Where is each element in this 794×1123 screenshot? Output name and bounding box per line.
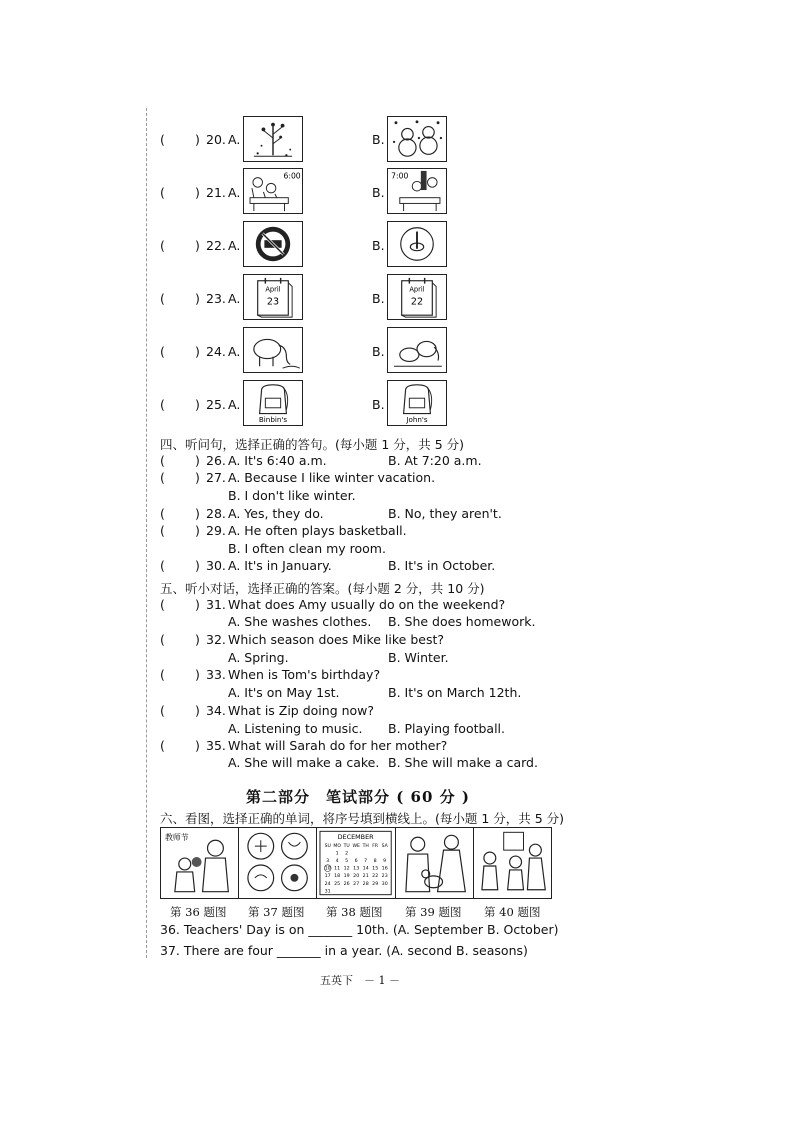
question-number: 32. xyxy=(206,632,226,647)
option-a-picture xyxy=(243,168,303,214)
answer-paren-close: ) xyxy=(195,703,200,718)
question-text: What is Zip doing now? xyxy=(228,703,375,718)
answer-paren-close: ) xyxy=(195,291,200,306)
calendar-day-cell: 25 xyxy=(334,881,341,887)
option-a-letter: A. xyxy=(228,132,241,147)
option-b-picture xyxy=(387,168,447,214)
question-number: 29. xyxy=(206,523,226,538)
answer-paren-close: ) xyxy=(195,397,200,412)
answer-paren-open: ( xyxy=(160,667,165,682)
option-a-letter: A. xyxy=(228,185,241,200)
option-b: B. I don't like winter. xyxy=(228,488,356,503)
option-b-picture xyxy=(387,221,447,267)
option-a: A. Because I like winter vacation. xyxy=(228,470,436,485)
question-37: 37. There are four _______ in a year. (A. second B. seasons) xyxy=(160,943,528,958)
option-a-picture xyxy=(243,274,303,320)
option-b: B. It's on March 12th. xyxy=(388,685,522,700)
calendar-day-cell: 27 xyxy=(353,881,360,887)
option-a: A. It's 6:40 a.m. xyxy=(228,453,327,468)
clock-time: 7:00 xyxy=(391,171,409,181)
answer-paren-close: ) xyxy=(195,523,200,538)
answer-paren-open: ( xyxy=(160,703,165,718)
option-b-picture xyxy=(387,116,447,162)
picture-39 xyxy=(396,828,474,898)
option-b-picture xyxy=(387,327,447,373)
option-a-letter: A. xyxy=(228,344,241,359)
answer-paren-close: ) xyxy=(195,632,200,647)
caption-38: 第 38 题图 xyxy=(326,905,383,919)
option-a-letter: A. xyxy=(228,291,241,306)
question-number: 28. xyxy=(206,506,226,521)
calendar-day-cell: 14 xyxy=(363,866,370,872)
calendar-grid xyxy=(325,843,389,894)
bag-owner-label: John's xyxy=(406,415,428,425)
calendar-day-cell: 7 xyxy=(364,859,368,865)
answer-paren-open: ( xyxy=(160,344,165,359)
calendar-weekday-header: WE xyxy=(352,844,361,850)
section-6-title: 六、看图，选择正确的单词，将序号填到横线上。(每小题 1 分，共 5 分) xyxy=(160,811,565,826)
question-number: 33. xyxy=(206,667,226,682)
answer-paren-open: ( xyxy=(160,470,165,485)
option-a: A. Yes, they do. xyxy=(228,506,324,521)
option-a: A. He often plays basketball. xyxy=(228,523,407,538)
question-number: 27. xyxy=(206,470,226,485)
option-a: A. Listening to music. xyxy=(228,721,363,736)
answer-paren-close: ) xyxy=(195,132,200,147)
calendar-day-cell: 2 xyxy=(345,851,349,857)
calendar-day-cell: 13 xyxy=(353,866,360,872)
question-36: 36. Teachers' Day is on _______ 10th. (A. September B. October) xyxy=(160,922,559,937)
calendar-day-cell: 1 xyxy=(336,851,340,857)
option-a: A. She washes clothes. xyxy=(228,614,372,629)
schoolbag-icon xyxy=(244,381,302,425)
answer-paren-close: ) xyxy=(195,470,200,485)
picture-strip xyxy=(160,827,552,899)
calendar-icon xyxy=(388,275,446,319)
answer-paren-open: ( xyxy=(160,132,165,147)
calendar-day: 22 xyxy=(410,296,424,308)
option-a-picture xyxy=(243,327,303,373)
calendar-day-cell: 11 xyxy=(334,866,341,872)
calendar-day-cell: 5 xyxy=(345,859,349,865)
calendar-day-cell: 31 xyxy=(325,889,332,895)
calendar-day-cell: 12 xyxy=(344,866,351,872)
family-breakfast-icon xyxy=(244,169,302,213)
calendar-day-cell: 24 xyxy=(325,881,332,887)
question-text: What does Amy usually do on the weekend? xyxy=(228,597,506,612)
calendar-weekday-header: TU xyxy=(344,844,351,850)
option-a-picture xyxy=(243,116,303,162)
option-b: B. Winter. xyxy=(388,650,449,665)
option-b-letter: B. xyxy=(372,238,385,253)
question-number: 34. xyxy=(206,703,226,718)
clock-time: 6:00 xyxy=(283,171,301,181)
calendar-day-cell: 30 xyxy=(382,881,389,887)
calendar-day-cell: 3 xyxy=(326,859,330,865)
tree-icon xyxy=(244,117,302,161)
answer-paren-close: ) xyxy=(195,453,200,468)
calendar-day-cell: 28 xyxy=(363,881,370,887)
answer-paren-open: ( xyxy=(160,506,165,521)
calendar-day-cell: 9 xyxy=(383,859,387,865)
calendar-weekday-header: SU xyxy=(324,844,332,850)
calendar-day-cell: 22 xyxy=(372,874,379,880)
caption-37: 第 37 题图 xyxy=(248,905,305,919)
answer-paren-close: ) xyxy=(195,506,200,521)
question-text: Which season does Mike like best? xyxy=(228,632,444,647)
question-number: 35. xyxy=(206,738,226,753)
question-text: When is Tom's birthday? xyxy=(228,667,381,682)
answer-paren-close: ) xyxy=(195,558,200,573)
answer-paren-open: ( xyxy=(160,453,165,468)
teachers-day-label: 教师节 xyxy=(164,833,189,843)
calendar-day-cell: 26 xyxy=(344,881,351,887)
option-a-letter: A. xyxy=(228,397,241,412)
calendar-day: 23 xyxy=(266,296,280,308)
answer-paren-open: ( xyxy=(160,738,165,753)
calendar-month: April xyxy=(409,285,425,294)
answer-paren-open: ( xyxy=(160,397,165,412)
question-number: 31. xyxy=(206,597,226,612)
option-b: B. She does homework. xyxy=(388,614,536,629)
calendar-day-cell: 17 xyxy=(325,874,332,880)
question-number: 21. xyxy=(206,185,226,200)
option-b-letter: B. xyxy=(372,132,385,147)
calendar-weekday-header: TH xyxy=(363,844,370,850)
answer-paren-close: ) xyxy=(195,667,200,682)
calendar-weekday-header: FR xyxy=(372,844,379,850)
calendar-day-cell: 18 xyxy=(334,874,341,880)
calendar-weekday-header: SA xyxy=(382,844,389,850)
family-dinner-icon xyxy=(388,169,446,213)
option-a: A. It's in January. xyxy=(228,558,332,573)
caption-39: 第 39 题图 xyxy=(405,905,462,919)
teacher-and-student-icon xyxy=(161,828,238,898)
calendar-day-cell: 20 xyxy=(353,874,360,880)
option-b-picture xyxy=(387,274,447,320)
option-b: B. She will make a card. xyxy=(388,755,538,770)
quiet-icon xyxy=(388,222,446,266)
no-food-icon xyxy=(244,222,302,266)
option-b-letter: B. xyxy=(372,344,385,359)
option-a-picture xyxy=(243,221,303,267)
option-b: B. At 7:20 a.m. xyxy=(388,453,482,468)
answer-paren-open: ( xyxy=(160,238,165,253)
option-a: A. She will make a cake. xyxy=(228,755,380,770)
question-number: 26. xyxy=(206,453,226,468)
answer-paren-close: ) xyxy=(195,597,200,612)
calendar-day-cell: 8 xyxy=(374,859,378,865)
answer-paren-close: ) xyxy=(195,738,200,753)
elephants-icon xyxy=(388,328,446,372)
caption-36: 第 36 题图 xyxy=(170,905,227,919)
answer-paren-open: ( xyxy=(160,597,165,612)
answer-paren-open: ( xyxy=(160,185,165,200)
option-a: A. Spring. xyxy=(228,650,289,665)
elephant-drinking-icon xyxy=(244,328,302,372)
question-number: 30. xyxy=(206,558,226,573)
answer-paren-close: ) xyxy=(195,185,200,200)
calendar-day-cell: 4 xyxy=(336,859,340,865)
december-calendar-icon xyxy=(317,828,394,898)
option-a-letter: A. xyxy=(228,238,241,253)
calendar-day-cell: 19 xyxy=(344,874,351,880)
calendar-day-cell: 15 xyxy=(372,866,379,872)
section-4-title: 四、听问句，选择正确的答句。(每小题 1 分，共 5 分) xyxy=(160,437,465,452)
question-number: 22. xyxy=(206,238,226,253)
four-seasons-icon xyxy=(239,828,316,898)
option-b-picture xyxy=(387,380,447,426)
calendar-day-cell: 23 xyxy=(382,874,389,880)
calendar-day-cell: 6 xyxy=(355,859,359,865)
calendar-day-cell: 21 xyxy=(363,874,370,880)
option-b-letter: B. xyxy=(372,291,385,306)
calendar-month: April xyxy=(265,285,281,294)
option-b-letter: B. xyxy=(372,185,385,200)
option-b: B. It's in October. xyxy=(388,558,496,573)
answer-paren-close: ) xyxy=(195,238,200,253)
people-with-dog-icon xyxy=(396,828,473,898)
picture-37 xyxy=(239,828,317,898)
answer-paren-open: ( xyxy=(160,291,165,306)
option-b: B. Playing football. xyxy=(388,721,506,736)
picture-40 xyxy=(474,828,551,898)
question-text: What will Sarah do for her mother? xyxy=(228,738,448,753)
question-number: 23. xyxy=(206,291,226,306)
answer-paren-open: ( xyxy=(160,558,165,573)
calendar-weekday-header: MO xyxy=(333,844,342,850)
option-a: A. It's on May 1st. xyxy=(228,685,340,700)
section-5-title: 五、听小对话，选择正确的答案。(每小题 2 分，共 10 分) xyxy=(160,581,485,596)
option-b: B. I often clean my room. xyxy=(228,541,386,556)
answer-paren-close: ) xyxy=(195,344,200,359)
option-a-picture xyxy=(243,380,303,426)
question-number: 24. xyxy=(206,344,226,359)
question-number: 25. xyxy=(206,397,226,412)
calendar-month-title: DECEMBER xyxy=(338,833,375,842)
caption-40: 第 40 题图 xyxy=(484,905,541,919)
calendar-day-cell: 29 xyxy=(372,881,379,887)
option-b-letter: B. xyxy=(372,397,385,412)
calendar-icon xyxy=(244,275,302,319)
family-at-home-icon xyxy=(474,828,551,898)
picture-38 xyxy=(317,828,395,898)
snowmen-icon xyxy=(388,117,446,161)
picture-36 xyxy=(161,828,239,898)
schoolbag-icon xyxy=(388,381,446,425)
part-2-title: 第二部分 笔试部分 ( 60 分 ) xyxy=(246,788,470,806)
bag-owner-label: Binbin's xyxy=(258,415,288,425)
page-footer: 五英下 － 1 － xyxy=(320,974,400,987)
question-number: 20. xyxy=(206,132,226,147)
calendar-day-cell: 16 xyxy=(382,866,389,872)
answer-paren-open: ( xyxy=(160,632,165,647)
calendar-day-cell: 10 xyxy=(325,866,332,872)
answer-paren-open: ( xyxy=(160,523,165,538)
binding-margin-line xyxy=(146,108,147,958)
option-b: B. No, they aren't. xyxy=(388,506,502,521)
